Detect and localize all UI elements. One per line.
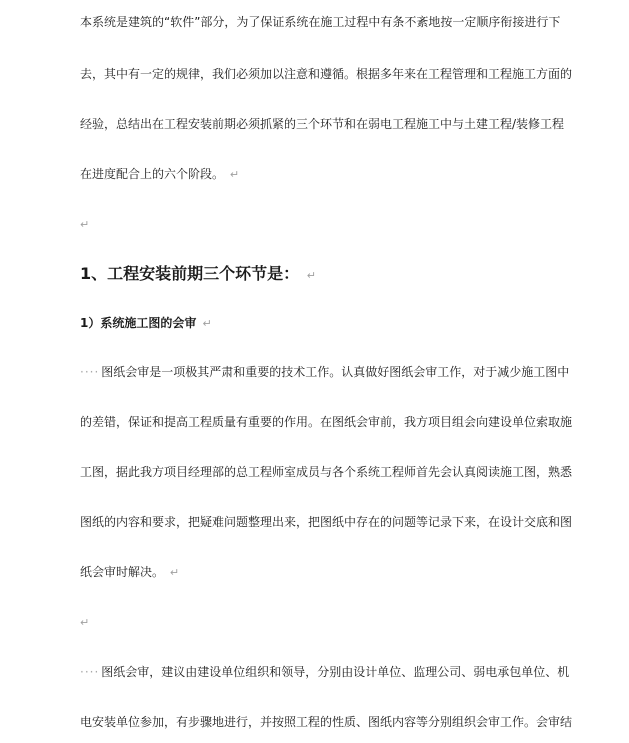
- paragraph2-line-3: [80, 464, 572, 480]
- paragraph1-line-2: [80, 66, 572, 82]
- paragraph3-line-1: [80, 664, 569, 680]
- heading-text: 1、工程安装前期三个环节是：: [80, 264, 300, 283]
- paragraph-mark-icon: ↵: [169, 566, 180, 579]
- text: 的差错，保证和提高工程质量有重要的作用。在图纸会审前，我方项目组会向建设单位索取施: [80, 415, 573, 429]
- paragraph-mark-icon: ↵: [306, 269, 316, 282]
- text: 图纸会审，建议由建设单位组织和领导，分别由设计单位、监理公司、弱电承包单位、机: [101, 665, 570, 679]
- text: 在进度配合上的六个阶段。: [80, 167, 225, 181]
- text: 经验，总结出在工程安装前期必须抓紧的三个环节和在弱电工程施工中与土建工程/装修工程: [80, 117, 565, 131]
- text: 图纸会审是一项极其严肃和重要的技术工作。认真做好图纸会审工作，对于减少施工图中: [101, 365, 570, 379]
- section-heading: [80, 264, 316, 286]
- text: 图纸的内容和要求，把疑难问题整理出来，把图纸中存在的问题等记录下来，在设计交底和图: [80, 515, 573, 529]
- text: 工图，据此我方项目经理部的总工程师室成员与各个系统工程师首先会认真阅读施工图，熟悉: [80, 465, 573, 479]
- empty-paragraph-mark-icon: ↵: [80, 218, 90, 231]
- subsection-heading: [80, 315, 212, 332]
- paragraph2-line-4: [80, 514, 572, 530]
- text: 纸会审时解决。: [80, 565, 165, 579]
- subheading-text: 1）系统施工图的会审: [80, 316, 197, 330]
- paragraph1-line-1: [80, 14, 560, 30]
- paragraph3-line-2: [80, 714, 572, 730]
- text: 电安装单位参加，有步骤地进行，并按照工程的性质、图纸内容等分别组织会审工作。会审结: [80, 715, 573, 729]
- text: 本系统是建筑的“软件”部分，为了保证系统在施工过程中有条不紊地按一定顺序衔接进行下: [80, 15, 561, 29]
- paragraph2-line-1: [80, 364, 569, 380]
- paragraph-mark-icon: ↵: [202, 317, 212, 330]
- paragraph1-line-4: [80, 166, 239, 183]
- paragraph2-line-5: [80, 564, 179, 581]
- indent-marker: ····: [80, 365, 100, 379]
- paragraph1-line-3: [80, 116, 564, 132]
- empty-paragraph-mark-icon: ↵: [80, 616, 90, 629]
- text: 去，其中有一定的规律，我们必须加以注意和遵循。根据多年来在工程管理和工程施工方面的: [80, 67, 573, 81]
- indent-marker: ····: [80, 665, 100, 679]
- paragraph-mark-icon: ↵: [229, 168, 240, 181]
- paragraph2-line-2: [80, 414, 572, 430]
